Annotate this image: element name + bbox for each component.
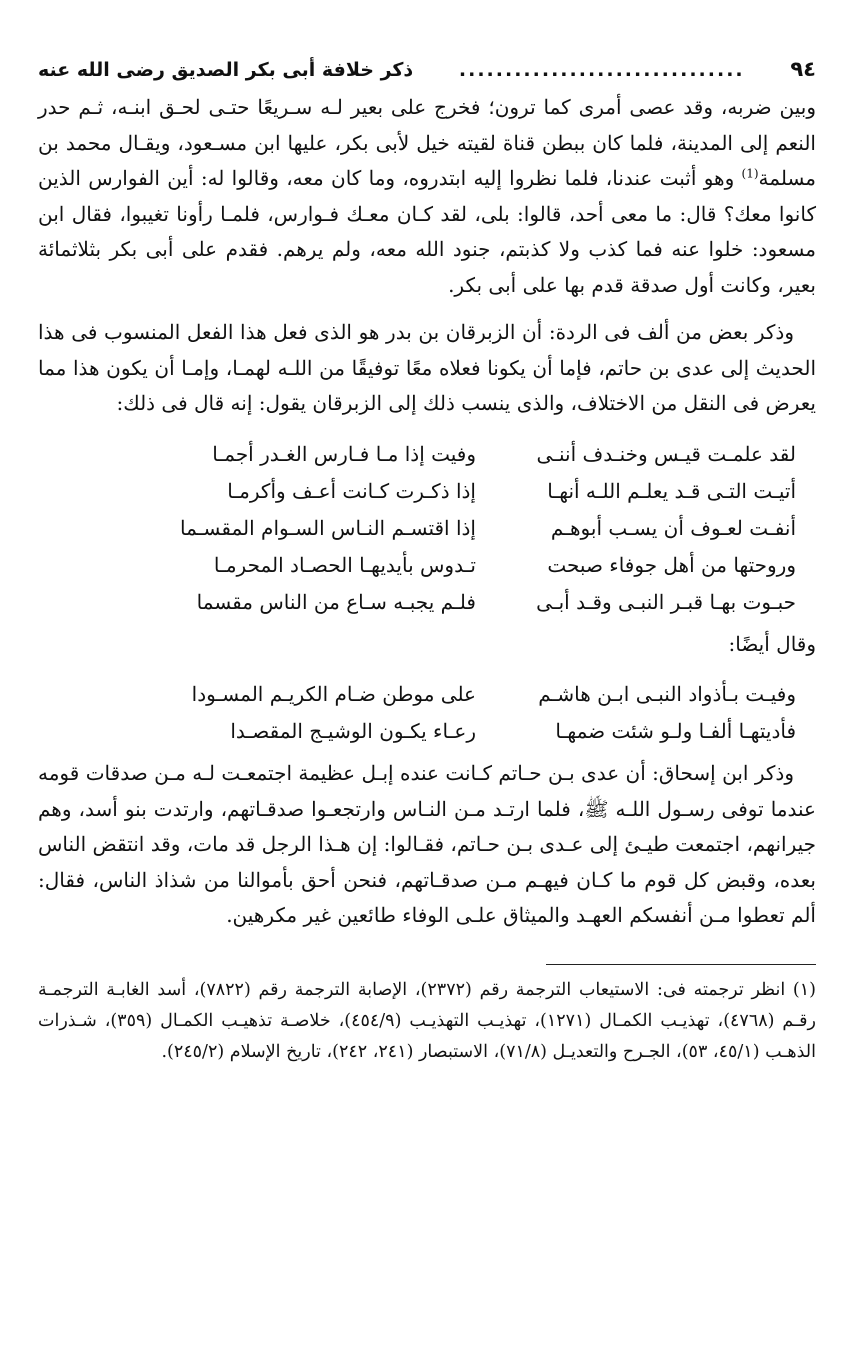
paragraph-text: وهو أثبت عندنا، فلما نظروا إليه ابتدروه، وما كان معه، وقالوا له: أين الفوارس الذين كانوا معك؟ قال: ما معى أحد، قالوا: بلى، لقد كـان معـك فـوارس، فلمـا رأونا تغيبوا، فقال ابن مسعود: خلوا عنه فما كذب ولا كذبتم، جنود الله معه، ولم يرهم. فقدم على أبى بكر بثلاثمائة بعير، وكانت أول صدقة قدم بها على أبى بكر. (38, 166, 816, 297)
page (38, 48, 816, 1068)
paragraph (38, 90, 816, 303)
hemistich: فأديتهـا ألفـا ولـو شئت ضمهـا (555, 719, 796, 743)
hemistich: حبـوت بهـا قبـر النبـى وقـد أبـى (536, 589, 796, 614)
poem (38, 436, 816, 621)
verse (38, 584, 796, 621)
verse (38, 713, 796, 750)
hemistich: أنفـت لعـوف أن يسـب أبوهـم (550, 515, 796, 540)
hemistich: أتيـت التـى قـد يعلـم اللـه أنهـا (547, 478, 796, 503)
hemistich: رعـاء يكـون الوشيـج المقصـدا (230, 719, 476, 743)
hemistich: لقد علمـت قيـس وخنـدف أننـى (536, 441, 796, 466)
hemistich: فلـم يجبـه سـاع من الناس مقسما (196, 589, 476, 614)
hemistich: وفيـت بـأذواد النبـى ابـن هاشـم (538, 682, 796, 706)
verse (38, 676, 796, 713)
verse (38, 510, 796, 547)
verse (38, 436, 796, 473)
verse (38, 547, 796, 584)
hemistich: إذا اقتسـم النـاس السـوام المقسـما (180, 515, 476, 540)
paragraph-text: وبين ضربه، وقد عصى أمرى كما ترون؛ فخرج على بعير لـه سـريعًا حتـى لحـق ابنـه، ثـم حدر النعم إلى المدينة، فلما كان ببطن قناة لقيته خيل لأبى بكر، عليها ابن مسـعود، ويقـال محمد بن مسلمة (38, 95, 816, 190)
paragraph: وذكر ابن إسحاق: أن عدى بـن حـاتم كـانت عنده إبـل عظيمة اجتمعـت لـه مـن صدقات قومه عندما توفى رسـول اللـه ﷺ، فلما ارتـد مـن النـاس وارتجعـوا صدقـاتهم، وارتدت بنو أسد، وهم جيرانهم، اجتمعت طيـئ إلى عـدى بـن حـاتم، فقـالوا: إن هـذا الرجل قد مات، وقد انتقض الناس بعده، وقبض كل قوم ما كـان فيهـم مـن صدقـاتهم، فنحن أحق بأموالنا من شذاذ الناس، فقال: ألم تعطوا مـن أنفسكم العهـد والميثاق علـى الوفاء طائعين غير مكرهين. (38, 761, 816, 927)
paragraph: وقال أيضًا: (728, 631, 816, 656)
hemistich: وفيت إذا مـا فـارس الغـدر أجمـا (212, 441, 476, 466)
hemistich: إذا ذكـرت كـانت أعـف وأكرمـا (227, 478, 476, 503)
header-dots: ............................... (458, 59, 745, 81)
running-title: ذكر خلافة أبى بكر الصديق رضى الله عنه (38, 59, 414, 81)
verse (38, 473, 796, 510)
running-header (38, 48, 816, 90)
footnote-reference: (1) (741, 166, 759, 181)
hemistich: تـدوس بأيديهـا الحصـاد المحرمـا (213, 552, 476, 577)
hemistich: على موطن ضـام الكريـم المسـودا (191, 682, 476, 706)
page-number: ٩٤ (790, 57, 816, 81)
paragraph: وذكر بعض من ألف فى الردة: أن الزبرقان بن بدر هو الذى فعل هذا الفعل المنسوب فى هذا الحديث إلى عدى بن حاتم، فإما أن يكونا فعلاه معًا توفيقًا من اللـه لهمـا، وإمـا أن يكون هذا مما يعرض فى النقل من الاختلاف، والذى ينسب ذلك إلى الزبرقان يقول: إنه قال فى ذلك: (38, 320, 816, 415)
footnote: (١) انظر ترجمته فى: الاستيعاب الترجمة رقم (٢٣٧٢)، الإصابة الترجمة رقم (٧٨٢٢)، أسد الغابـة الترجمـة رقـم (٤٧٦٨)، تهذيـب الكمـال (١٢٧١)، تهذيـب التهذيـب (٤٥٤/٩)، خلاصـة تذهيـب الكمـال (٣٥٩)، شـذرات الذهـب (٤٥/١، ٥٣)، الجـرح والتعديـل (٧١/٨)، الاستبصار (٢٤١، ٢٤٢)، تاريخ الإسلام (٢٤٥/٢). (38, 979, 816, 1062)
body-text (38, 90, 816, 934)
footnote-divider (546, 964, 816, 965)
hemistich: وروحتها من أهل جوفاء صبحت (547, 552, 796, 577)
poem (38, 676, 816, 750)
